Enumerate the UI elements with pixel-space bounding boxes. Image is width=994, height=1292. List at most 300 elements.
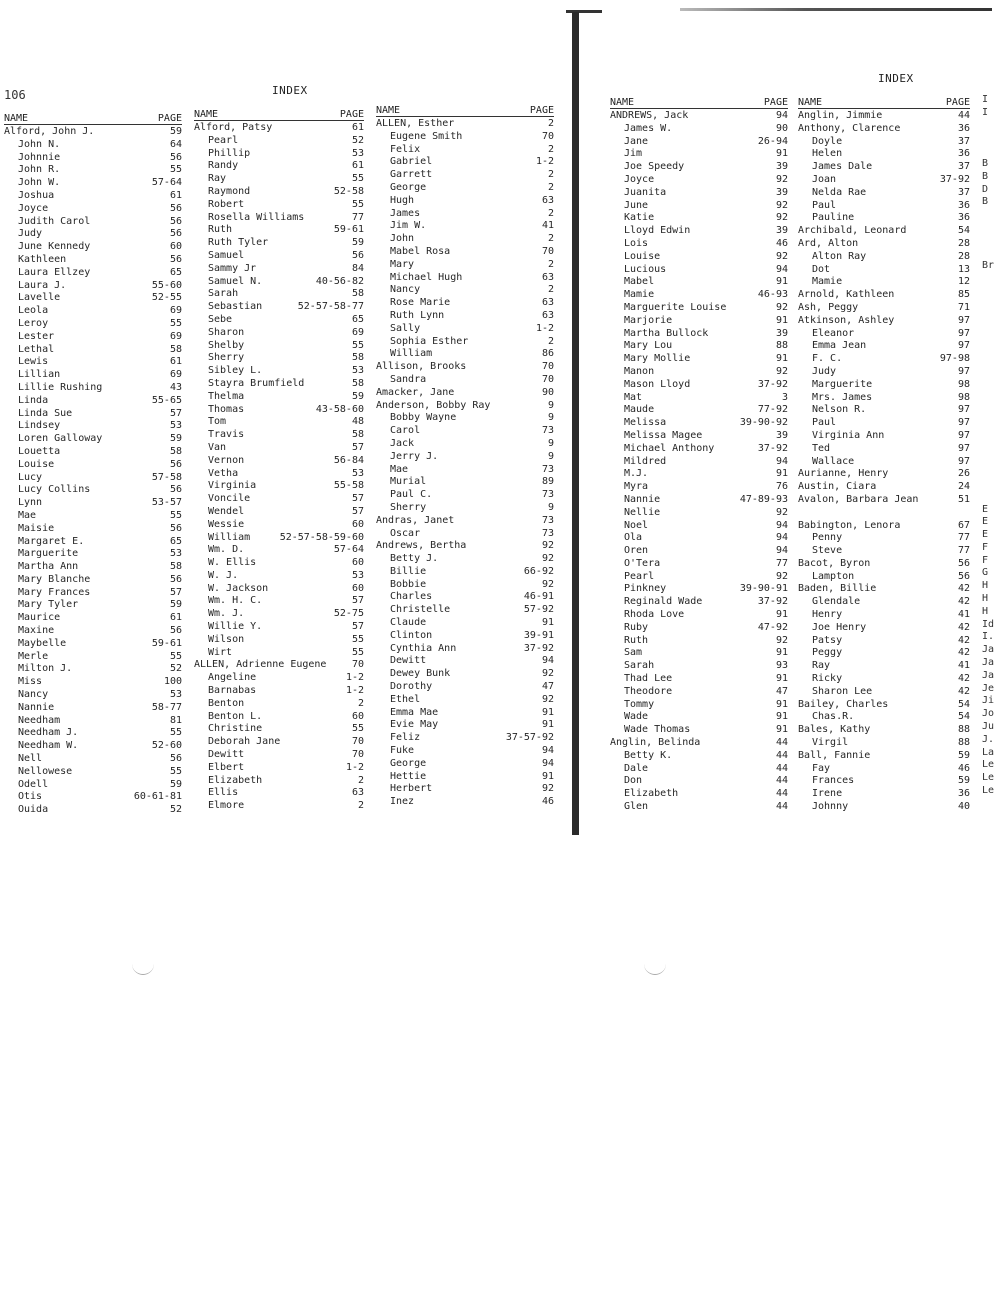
entry-page: 92	[775, 506, 788, 518]
entry-page: 55-65	[151, 394, 182, 406]
index-entry	[610, 507, 788, 520]
cut-off-fragment	[982, 337, 992, 350]
index-entry	[798, 417, 970, 430]
entry-page: 52-57-58-59-60	[279, 531, 364, 543]
index-entry	[798, 494, 970, 507]
entry-name: Oren	[624, 545, 649, 557]
entry-page: 52	[169, 804, 182, 816]
cut-off-fragment: E	[982, 503, 989, 515]
entry-name: Lillie Rushing	[18, 381, 103, 393]
entry-page: 94	[541, 655, 554, 667]
index-entry	[610, 775, 788, 788]
entry-page: 36	[957, 199, 970, 211]
entry-page: 57-64	[333, 544, 364, 556]
entry-name: Linda	[18, 394, 49, 406]
entry-name: Joyce	[624, 173, 655, 185]
entry-name: Don	[624, 775, 643, 787]
index-entry	[194, 480, 364, 493]
entry-name: Oscar	[390, 527, 421, 539]
index-entry	[798, 187, 970, 200]
index-entry	[610, 494, 788, 507]
entry-name: Nellowese	[18, 765, 73, 777]
entry-name: Lampton	[812, 570, 855, 582]
index-entry	[194, 787, 364, 800]
index-column	[798, 96, 970, 814]
entry-name: June	[624, 199, 649, 211]
entry-name: Anglin, Belinda	[610, 737, 701, 749]
index-entry	[610, 647, 788, 660]
index-entry	[610, 187, 788, 200]
index-entry	[4, 651, 182, 664]
entry-page: 42	[957, 634, 970, 646]
entry-page: 1-2	[345, 761, 364, 773]
index-entry	[4, 228, 182, 241]
entry-name: Lucy	[18, 471, 43, 483]
entry-name: Nelda Rae	[812, 186, 867, 198]
entry-page: 92	[775, 365, 788, 377]
entry-name: Clinton	[390, 629, 433, 641]
index-entry	[376, 668, 554, 681]
index-entry	[798, 148, 970, 161]
entry-page: 44	[957, 110, 970, 121]
index-entry	[194, 173, 364, 186]
entry-name: Joe Speedy	[624, 161, 685, 173]
entry-name: Wm. D.	[208, 544, 245, 556]
entry-name: Kathleen	[18, 253, 67, 265]
entry-name: Lucy Collins	[18, 484, 91, 496]
entry-name: James Dale	[812, 161, 873, 173]
index-entry	[798, 724, 970, 737]
index-entry	[194, 621, 364, 634]
entry-page: 2	[547, 207, 554, 219]
entry-page: 97	[957, 417, 970, 429]
cut-off-fragment	[982, 350, 992, 363]
entry-name: Shelby	[208, 339, 245, 351]
index-entry	[376, 284, 554, 297]
entry-page: 76	[775, 481, 788, 493]
page-heading: PAGE	[763, 97, 788, 108]
entry-name: Sam	[624, 647, 643, 659]
entry-name: Nell	[18, 753, 43, 765]
entry-name: James	[390, 207, 421, 219]
index-entry	[194, 212, 364, 225]
entry-name: Carol	[390, 425, 421, 437]
index-entry	[194, 327, 364, 340]
entry-page: 56	[169, 151, 182, 163]
entry-name: Katie	[624, 212, 655, 224]
entry-name: Hugh	[390, 194, 415, 206]
entry-page: 24	[957, 481, 970, 493]
index-entry	[4, 318, 182, 331]
index-entry	[4, 536, 182, 549]
entry-page: 47	[775, 685, 788, 697]
index-entry	[376, 118, 554, 131]
index-entry	[376, 272, 554, 285]
entry-name: Mabel Rosa	[390, 245, 451, 257]
index-entry	[4, 369, 182, 382]
entry-page: 55	[169, 317, 182, 329]
cut-off-fragment: D	[982, 183, 989, 195]
entry-name: Deborah Jane	[208, 736, 281, 748]
entry-name: Ouida	[18, 804, 49, 816]
index-entry	[610, 571, 788, 584]
index-entry	[376, 169, 554, 182]
cut-off-fragment: La	[982, 746, 994, 758]
page-title: INDEX	[878, 72, 914, 85]
entry-page: 39-90-92	[739, 417, 788, 429]
entry-name: William	[390, 348, 433, 360]
entry-name: Felix	[390, 143, 421, 155]
index-entry	[610, 200, 788, 213]
entry-page: 59	[351, 390, 364, 402]
entry-name: Joyce	[18, 202, 49, 214]
entry-page: 97	[957, 365, 970, 377]
entry-page: 47-92	[757, 621, 788, 633]
entry-name: Raymond	[208, 185, 251, 197]
entry-name: Allison, Brooks	[376, 361, 467, 373]
entry-name: Tom	[208, 416, 227, 428]
entry-page: 42	[957, 685, 970, 697]
entry-name: Benton L.	[208, 710, 263, 722]
page-number: 106	[4, 88, 26, 102]
index-entry	[194, 365, 364, 378]
index-entry	[798, 315, 970, 328]
index-entry	[798, 468, 970, 481]
entry-page: 56	[957, 570, 970, 582]
index-entry	[610, 686, 788, 699]
entry-name: Murial	[390, 476, 427, 488]
index-entry	[610, 161, 788, 174]
entry-page: 94	[775, 532, 788, 544]
index-entry	[610, 123, 788, 136]
entry-name: Jerry J.	[390, 450, 439, 462]
entry-name: Jane	[624, 135, 649, 147]
cut-off-fragment	[982, 401, 992, 414]
entry-page: 56	[351, 249, 364, 261]
index-entry	[376, 425, 554, 438]
index-entry	[798, 238, 970, 251]
entry-page: 92	[775, 199, 788, 211]
entry-name: Wade Thomas	[624, 724, 691, 736]
entry-name: Mildred	[624, 455, 667, 467]
entry-page: 92	[775, 212, 788, 224]
index-entry	[610, 622, 788, 635]
cut-off-fragment	[982, 440, 992, 453]
entry-page: 70	[541, 361, 554, 373]
entry-page: 92	[775, 634, 788, 646]
index-entry	[610, 635, 788, 648]
entry-name: Needham	[18, 714, 61, 726]
entry-page: 2	[357, 774, 364, 786]
entry-page: 92	[775, 570, 788, 582]
entry-page: 91	[775, 698, 788, 710]
cut-off-fragment	[982, 414, 992, 427]
index-entry	[194, 557, 364, 570]
entry-name: Andras, Janet	[376, 514, 455, 526]
entry-name: Judy	[812, 365, 837, 377]
entry-name: Dale	[624, 762, 649, 774]
cut-off-fragment	[982, 145, 992, 158]
entry-name: John W.	[18, 177, 61, 189]
entry-name: Sarah	[624, 660, 655, 672]
entry-page: 55	[351, 339, 364, 351]
entry-page: 13	[957, 263, 970, 275]
index-entry	[376, 412, 554, 425]
entry-name: Travis	[208, 429, 245, 441]
entry-page: 59	[169, 599, 182, 611]
cut-off-fragment: Ji	[982, 695, 994, 707]
entry-name: Mae	[18, 509, 37, 521]
entry-name: Reginald Wade	[624, 596, 703, 608]
index-entry	[4, 395, 182, 408]
entry-page: 39-90-91	[739, 583, 788, 595]
entry-page: 52-57-58-77	[297, 301, 364, 313]
index-entry	[4, 625, 182, 638]
index-entry	[798, 123, 970, 136]
entry-name: Baden, Billie	[798, 583, 877, 595]
cut-off-fragment	[982, 312, 992, 325]
cut-off-fragment	[982, 235, 992, 248]
index-entry	[798, 583, 970, 596]
entry-name: Inez	[390, 796, 415, 808]
index-entry	[610, 302, 788, 315]
entry-page: 94	[541, 745, 554, 757]
entry-page: 54	[957, 225, 970, 237]
index-entry	[4, 612, 182, 625]
cut-off-fragment: Le	[982, 759, 994, 771]
entry-name: Dorothy	[390, 681, 433, 693]
entry-page: 52-58	[333, 185, 364, 197]
index-entry	[4, 190, 182, 203]
entry-name: Louise	[624, 250, 661, 262]
index-entry	[376, 694, 554, 707]
entry-page: 91	[775, 314, 788, 326]
entry-name: Leroy	[18, 317, 49, 329]
entry-page: 52-75	[333, 608, 364, 620]
entry-page: 1-2	[345, 672, 364, 684]
entry-name: Wade	[624, 711, 649, 723]
cut-off-fragment: Ja	[982, 644, 994, 656]
index-entry	[610, 750, 788, 763]
entry-page: 92	[541, 783, 554, 795]
entry-name: Leola	[18, 305, 49, 317]
index-entry	[194, 532, 364, 545]
index-entry	[798, 200, 970, 213]
entry-page: 46-91	[523, 591, 554, 603]
cut-off-fragment: H	[982, 580, 989, 592]
index-entry	[194, 442, 364, 455]
index-entry	[610, 673, 788, 686]
entry-page: 98	[957, 391, 970, 403]
entry-page: 58	[169, 343, 182, 355]
entry-page: 57	[351, 505, 364, 517]
entry-page: 44	[775, 762, 788, 774]
entry-page: 92	[541, 553, 554, 565]
index-entry	[610, 788, 788, 801]
cut-off-fragment: E	[982, 516, 989, 528]
entry-page: 63	[541, 297, 554, 309]
entry-page: 60-61-81	[133, 791, 182, 803]
entry-page: 56	[169, 202, 182, 214]
entry-page: 57	[351, 621, 364, 633]
entry-name: Anthony, Clarence	[798, 122, 901, 134]
entry-page: 60	[351, 518, 364, 530]
entry-name: John	[390, 233, 415, 245]
index-entry	[798, 801, 970, 814]
entry-page: 69	[169, 330, 182, 342]
index-entry	[798, 635, 970, 648]
index-entry	[194, 250, 364, 263]
index-entry	[798, 711, 970, 724]
entry-name: Bobby Wayne	[390, 412, 457, 424]
entry-name: Joshua	[18, 189, 55, 201]
entry-name: Claude	[390, 617, 427, 629]
entry-name: Milton J.	[18, 663, 73, 675]
entry-name: Lillian	[18, 369, 61, 381]
entry-name: Thomas	[208, 403, 245, 415]
index-entry	[610, 238, 788, 251]
entry-name: Wallace	[812, 455, 855, 467]
entry-page: 59	[169, 126, 182, 137]
index-entry	[194, 544, 364, 557]
entry-name: Sandra	[390, 373, 427, 385]
index-entry	[798, 673, 970, 686]
entry-name: George	[390, 757, 427, 769]
page-heading: PAGE	[529, 105, 554, 116]
entry-name: Eleanor	[812, 327, 855, 339]
entry-page: 60	[351, 710, 364, 722]
index-entry	[376, 681, 554, 694]
index-entry	[4, 292, 182, 305]
index-entry	[194, 519, 364, 532]
cut-off-fragment: I	[982, 94, 989, 105]
entry-name: Joan	[812, 173, 837, 185]
index-entry	[798, 340, 970, 353]
entry-page: 59	[169, 778, 182, 790]
entry-page: 65	[169, 535, 182, 547]
cut-off-fragment: E	[982, 529, 989, 541]
entry-page: 73	[541, 463, 554, 475]
entry-name: Wessie	[208, 518, 245, 530]
entry-page: 56-84	[333, 454, 364, 466]
entry-page: 63	[541, 194, 554, 206]
entry-page: 1-2	[345, 685, 364, 697]
entry-name: Anglin, Jimmie	[798, 110, 883, 121]
cut-off-fragment	[982, 120, 992, 133]
name-heading: NAME	[194, 109, 219, 120]
entry-name: Marguerite Louise	[624, 301, 727, 313]
entry-page: 63	[541, 309, 554, 321]
entry-name: Voncile	[208, 493, 251, 505]
index-entry	[376, 655, 554, 668]
index-entry	[798, 289, 970, 302]
entry-page: 71	[957, 301, 970, 313]
index-entry	[194, 148, 364, 161]
page-heading: PAGE	[157, 113, 182, 124]
name-heading: NAME	[376, 105, 401, 116]
entry-name: Evie May	[390, 719, 439, 731]
entry-page: 51	[957, 493, 970, 505]
entry-name: Otis	[18, 791, 43, 803]
entry-page: 90	[541, 386, 554, 398]
index-entry	[4, 638, 182, 651]
entry-name: Van	[208, 441, 227, 453]
entry-name: Ruby	[624, 621, 649, 633]
entry-page: 9	[547, 399, 554, 411]
entry-name: Anderson, Bobby Ray	[376, 399, 491, 411]
entry-name: Betty K.	[624, 749, 673, 761]
cut-off-fragment: G	[982, 567, 989, 579]
entry-name: Ruth Lynn	[390, 309, 445, 321]
entry-page: 37-92	[757, 596, 788, 608]
index-entry	[194, 391, 364, 404]
cut-off-fragment: B	[982, 196, 989, 208]
entry-page: 81	[169, 714, 182, 726]
page-heading: PAGE	[339, 109, 364, 120]
entry-name: Virginia	[208, 480, 257, 492]
entry-page: 47	[541, 681, 554, 693]
entry-name: Mason Lloyd	[624, 378, 691, 390]
cut-off-fragment: H	[982, 605, 989, 617]
entry-name: Dewitt	[208, 749, 245, 761]
entry-page: 97	[957, 314, 970, 326]
entry-page: 2	[547, 335, 554, 347]
page-heading: PAGE	[945, 97, 970, 108]
index-entry	[376, 208, 554, 221]
index-entry	[4, 740, 182, 753]
entry-page: 73	[541, 425, 554, 437]
index-entry	[376, 476, 554, 489]
index-entry	[194, 672, 364, 685]
entry-page: 70	[541, 245, 554, 257]
index-entry	[194, 685, 364, 698]
index-entry	[194, 455, 364, 468]
entry-page: 41	[957, 609, 970, 621]
entry-page: 61	[351, 160, 364, 172]
entry-page: 36	[957, 122, 970, 134]
index-entry	[798, 366, 970, 379]
entry-name: Billie	[390, 565, 427, 577]
entry-name: Aurianne, Henry	[798, 468, 889, 480]
index-entry	[610, 558, 788, 571]
entry-name: Ricky	[812, 673, 843, 685]
entry-page: 43-58-60	[315, 403, 364, 415]
index-entry	[376, 131, 554, 144]
index-entry	[4, 356, 182, 369]
index-entry	[376, 732, 554, 745]
index-entry	[798, 532, 970, 545]
index-entry	[4, 804, 182, 817]
entry-page: 2	[547, 118, 554, 129]
index-entry	[4, 459, 182, 472]
entry-page: 94	[541, 757, 554, 769]
index-entry	[376, 438, 554, 451]
index-entry	[4, 331, 182, 344]
entry-name: Bailey, Charles	[798, 698, 889, 710]
entry-name: Cynthia Ann	[390, 642, 457, 654]
entry-name: Ash, Peggy	[798, 301, 859, 313]
index-entry	[798, 520, 970, 533]
cut-off-fragment	[982, 427, 992, 440]
index-entry	[610, 443, 788, 456]
index-entry	[194, 595, 364, 608]
entry-name: Nellie	[624, 506, 661, 518]
entry-page: 97	[957, 455, 970, 467]
entry-name: Sherry	[208, 352, 245, 364]
entry-page: 57	[169, 407, 182, 419]
entry-page: 91	[541, 770, 554, 782]
entry-name: Joe Henry	[812, 621, 867, 633]
